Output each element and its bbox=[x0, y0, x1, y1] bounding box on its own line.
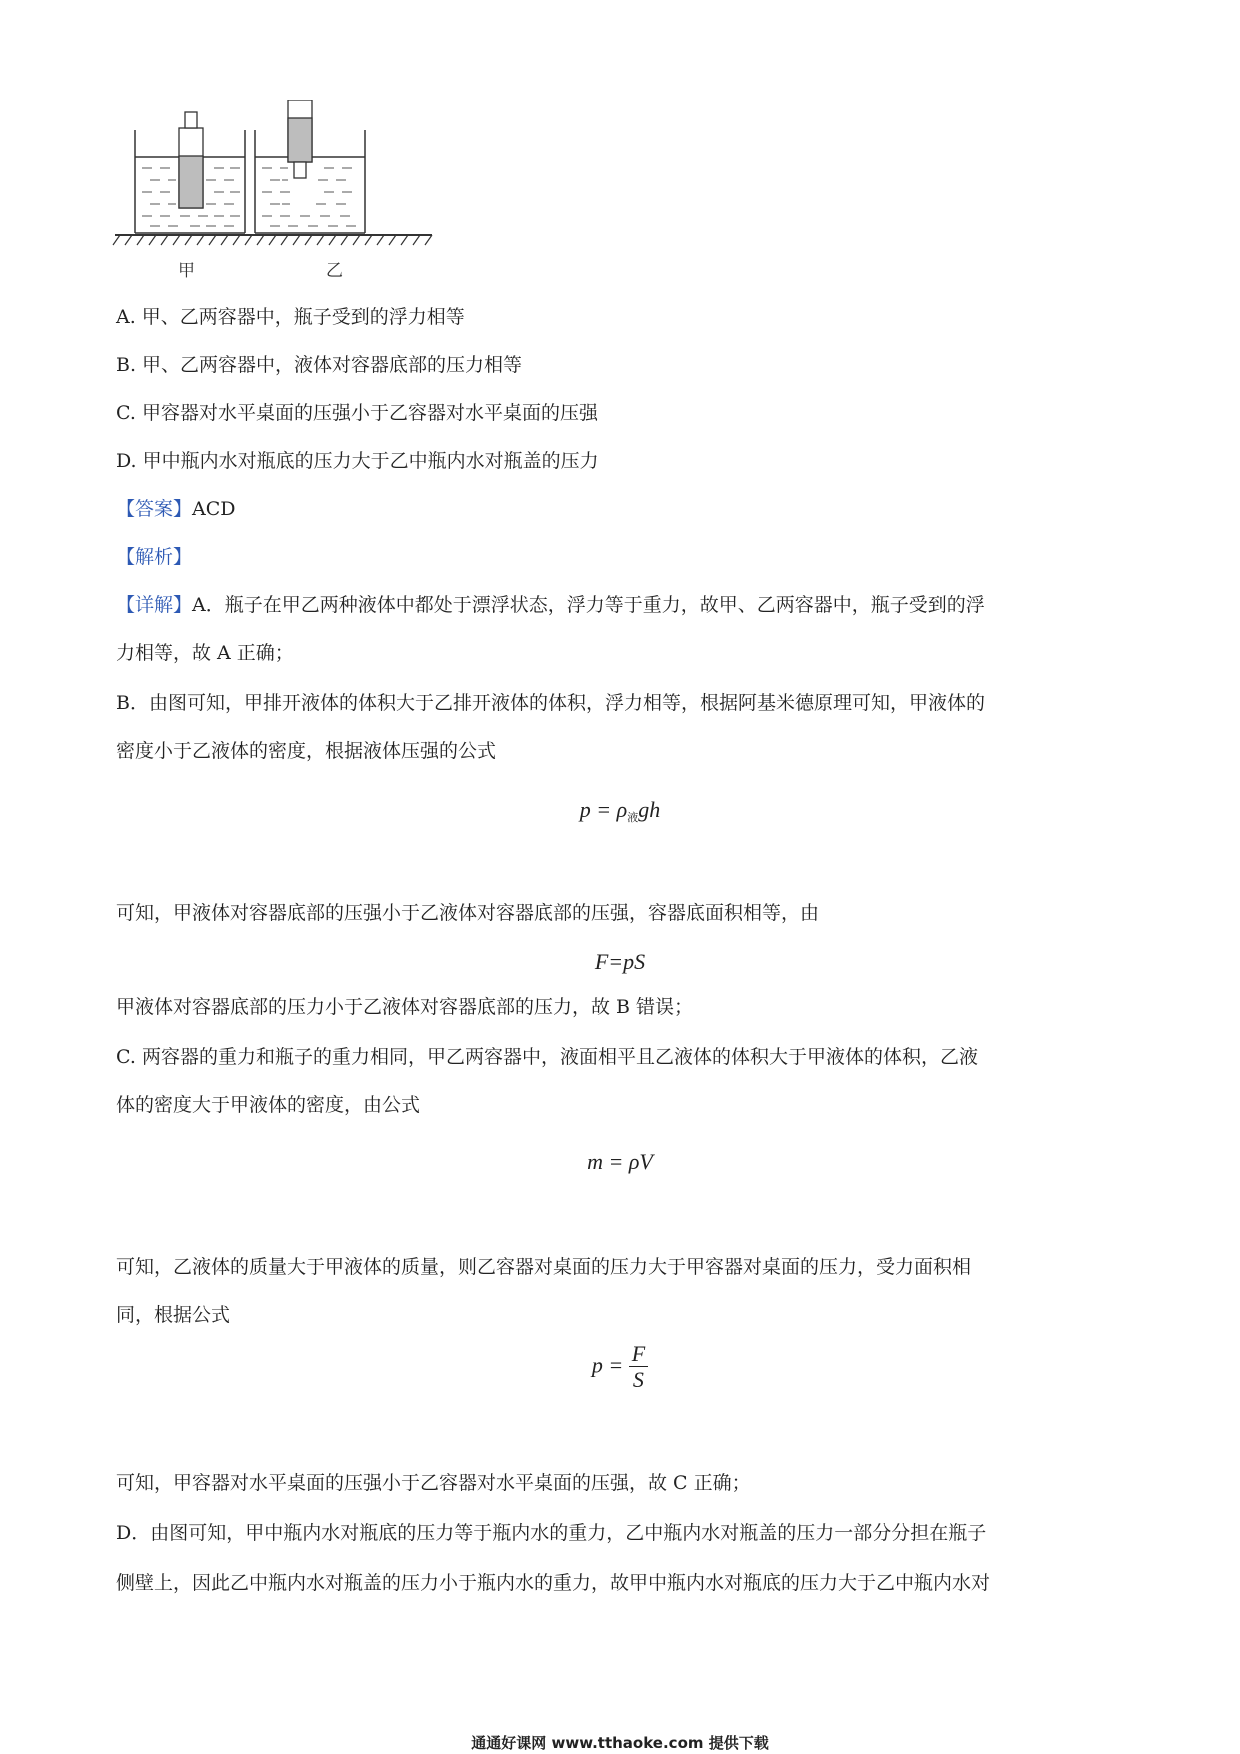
formula1-tail: gh bbox=[638, 797, 661, 822]
option-a: A. 甲、乙两容器中，瓶子受到的浮力相等 bbox=[116, 306, 465, 328]
detail-c-line4: 同，根据公式 bbox=[116, 1304, 231, 1326]
container-jia bbox=[135, 112, 245, 233]
formula-liquid-pressure bbox=[0, 796, 1240, 832]
formula4-numerator: F bbox=[629, 1342, 648, 1367]
analysis-bracket: 【解析】 bbox=[116, 546, 193, 568]
formula-mass: m = ρV bbox=[587, 1149, 653, 1174]
answer-value: ACD bbox=[192, 498, 236, 520]
formula1-sub: 液 bbox=[627, 812, 639, 824]
formula-force: F=pS bbox=[594, 949, 646, 974]
formula-pressure bbox=[0, 1342, 1240, 1393]
formula1-main: p = ρ bbox=[579, 797, 628, 822]
option-c: C. 甲容器对水平桌面的压强小于乙容器对水平桌面的压强 bbox=[116, 402, 598, 424]
detail-d-line1: D．由图可知，甲中瓶内水对瓶底的压力等于瓶内水的重力，乙中瓶内水对瓶盖的压力一部分分担在瓶子 bbox=[116, 1522, 987, 1544]
detail-d-line2: 侧壁上，因此乙中瓶内水对瓶盖的压力小于瓶内水的重力，故甲中瓶内水对瓶底的压力大于乙中瓶内水对 bbox=[116, 1572, 991, 1594]
answer-line bbox=[116, 496, 236, 522]
detail-b-line2: 密度小于乙液体的密度，根据液体压强的公式 bbox=[116, 740, 497, 762]
detail-c-line5: 可知，甲容器对水平桌面的压强小于乙容器对水平桌面的压强，故 C 正确； bbox=[116, 1472, 751, 1494]
option-d: D. 甲中瓶内水对瓶底的压力大于乙中瓶内水对瓶盖的压力 bbox=[116, 450, 599, 472]
figure-label-yi: 乙 bbox=[326, 261, 343, 281]
formula4-denominator: S bbox=[632, 1367, 644, 1392]
detail-a-line1 bbox=[116, 592, 985, 618]
footer-source: 通通好课网 www.tthaoke.com 提供下载 bbox=[471, 1734, 769, 1752]
detail-a-line2: 力相等，故 A 正确； bbox=[116, 642, 294, 664]
detail-b-line3: 可知，甲液体对容器底部的压强小于乙液体对容器底部的压强，容器底面积相等，由 bbox=[116, 902, 820, 924]
container-yi bbox=[255, 100, 365, 233]
detail-b-line4: 甲液体对容器底部的压力小于乙液体对容器底部的压力，故 B 错误； bbox=[116, 996, 694, 1018]
analysis-line bbox=[116, 544, 192, 570]
detail-c-line1: C. 两容器的重力和瓶子的重力相同，甲乙两容器中，液面相平且乙液体的体积大于甲液体的体积，乙液 bbox=[116, 1046, 978, 1068]
detail-bracket: 【详解】 bbox=[116, 594, 193, 616]
containers-diagram bbox=[110, 100, 440, 250]
detail-b-line1: B．由图可知，甲排开液体的体积大于乙排开液体的体积，浮力相等，根据阿基米德原理可知，甲液体的 bbox=[116, 692, 985, 714]
detail-a-text1: A．瓶子在甲乙两种液体中都处于漂浮状态，浮力等于重力，故甲、乙两容器中，瓶子受到的浮 bbox=[192, 594, 985, 616]
detail-c-line3: 可知，乙液体的质量大于甲液体的质量，则乙容器对桌面的压力大于甲容器对桌面的压力，受力面积相 bbox=[116, 1256, 972, 1278]
detail-c-line2: 体的密度大于甲液体的密度，由公式 bbox=[116, 1094, 421, 1116]
answer-bracket: 【答案】 bbox=[116, 498, 193, 520]
option-b: B. 甲、乙两容器中，液体对容器底部的压力相等 bbox=[116, 354, 523, 376]
formula4-lhs: p = bbox=[591, 1352, 624, 1378]
figure-label-jia: 甲 bbox=[178, 261, 195, 281]
formula4-fraction bbox=[629, 1342, 648, 1393]
